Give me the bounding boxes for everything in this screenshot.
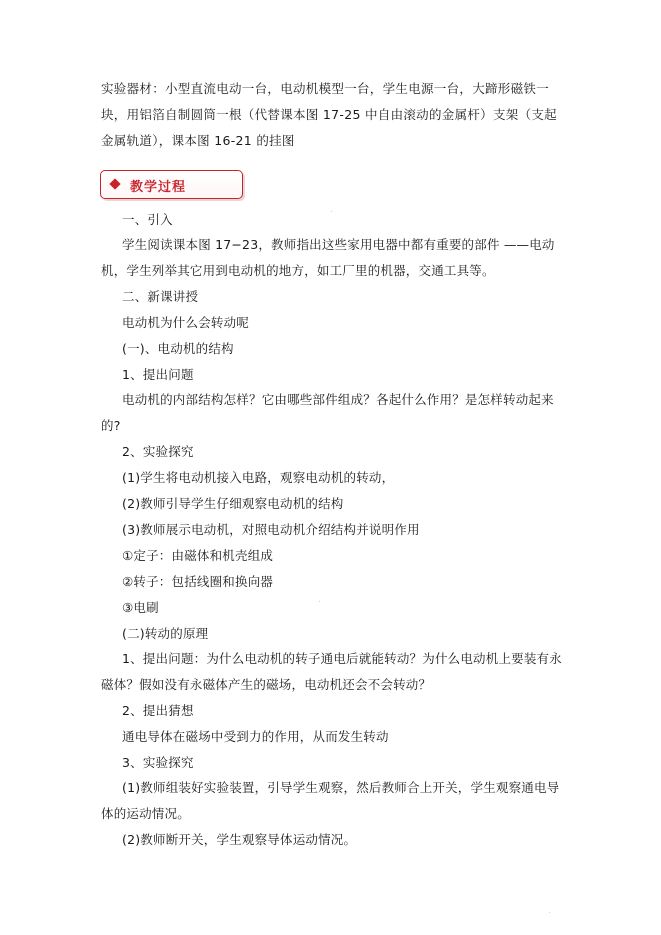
question-why: 电动机为什么会转动呢 [122, 315, 250, 330]
part-rotor: ②转子：包括线圈和换向器 [122, 574, 274, 589]
section-header-teaching-process [100, 170, 243, 199]
diamond-bullet-icon [109, 178, 120, 189]
principle-guess: 通电导体在磁场中受到力的作用，从而发生转动 [122, 729, 389, 744]
part-stator: ①定子：由磁体和机壳组成 [122, 548, 274, 563]
principle-experiment-2: (2)教师断开关，学生观察导体运动情况。 [122, 832, 357, 847]
principle-step2-heading: 2、提出猜想 [122, 703, 194, 718]
part-brush: ③电刷 [122, 600, 159, 615]
step2-heading: 2、实验探究 [122, 444, 194, 459]
step1-heading: 1、提出问题 [122, 367, 194, 382]
experiment-1: (1)学生将电动机接入电路，观察电动机的转动， [122, 470, 395, 485]
watermark-mark: · [318, 597, 322, 608]
materials-paragraph: 实验器材：小型直流电动一台，电动机模型一台，学生电源一台，大蹄形磁铁一块，用铝箔自制圆筒一根（代替课本图 17-25 中自由滚动的金属杆）支架（支起金属轨道），课本图 16-21 的挂图 [101, 81, 557, 148]
structure-heading: (一)、电动机的结构 [122, 341, 234, 356]
watermark-mark: · [330, 207, 334, 218]
intro-heading: 一、引入 [122, 212, 173, 227]
new-lesson-heading: 二、新课讲授 [122, 289, 199, 304]
step1-paragraph: 电动机的内部结构怎样？它由哪些部件组成？各起什么作用？是怎样转动起来的? [101, 392, 554, 433]
section-title: 教学过程 [130, 180, 187, 195]
experiment-3: (3)教师展示电动机，对照电动机介绍结构并说明作用 [122, 522, 420, 537]
intro-paragraph: 学生阅读课本图 17−23，教师指出这些家用电器中都有重要的部件 ——电动机，学生列举其它用到电动机的地方，如工厂里的机器，交通工具等。 [101, 237, 555, 278]
principle-heading: (二)转动的原理 [122, 626, 209, 641]
experiment-2: (2)教师引导学生仔细观察电动机的结构 [122, 496, 344, 511]
principle-step3-heading: 3、实验探究 [122, 755, 194, 770]
watermark-mark: · [548, 908, 552, 919]
principle-step1-paragraph: 1、提出问题：为什么电动机的转子通电后就能转动？为什么电动机上要装有永磁体？假如没有永磁体产生的磁场，电动机还会不会转动？ [101, 651, 562, 692]
principle-experiment-1-paragraph: (1)教师组装好实验装置，引导学生观察，然后教师合上开关，学生观察通电导体的运动情况。 [101, 780, 560, 821]
